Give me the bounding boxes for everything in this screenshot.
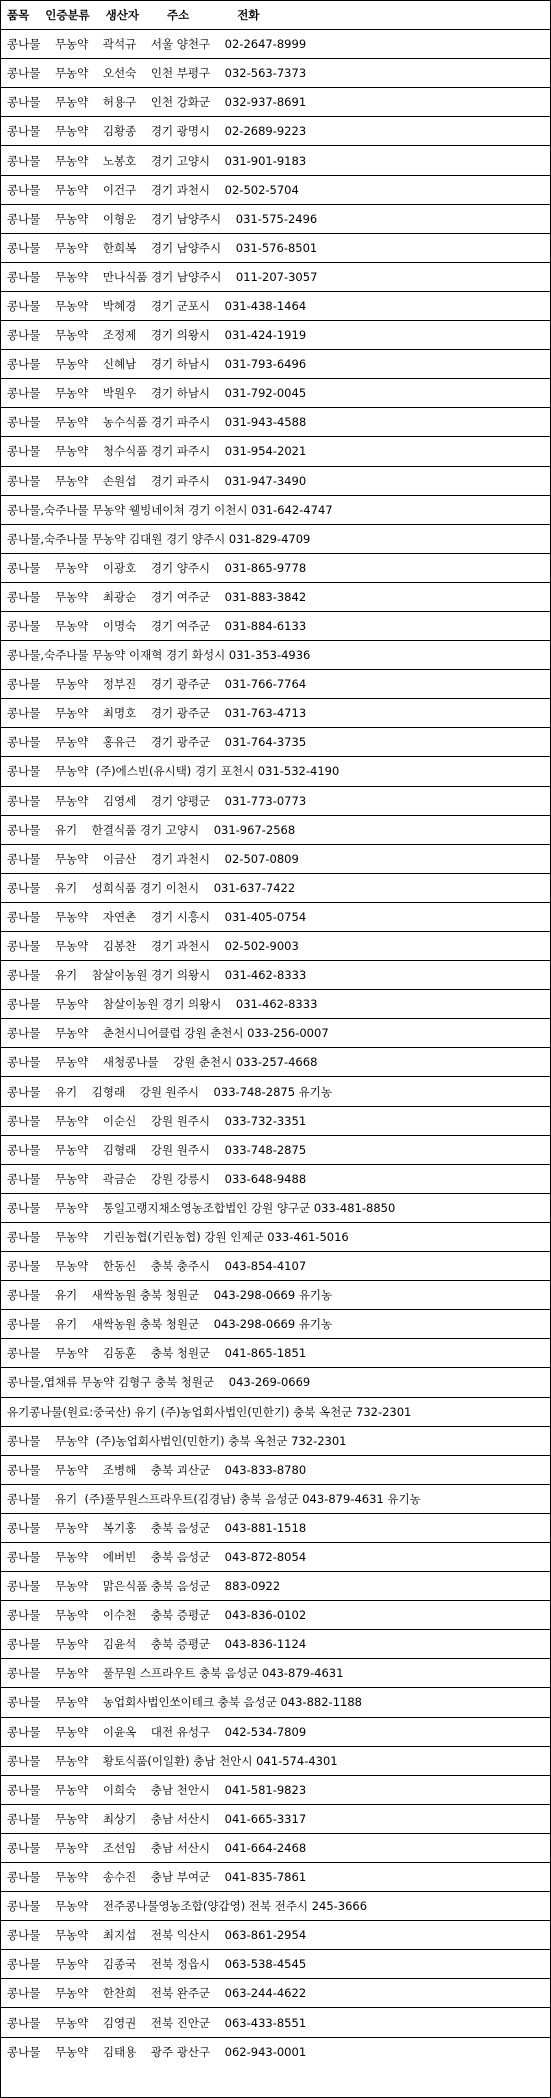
table-row: [1, 1136, 550, 1165]
table-row-text: 콩나물,숙주나물 무농약 김대원 경기 양주시 031-829-4709: [7, 531, 311, 546]
table-row: [1, 874, 550, 903]
table-row-text: 콩나물 무농약 김동훈 충북 청원군 041-865-1851: [7, 1346, 307, 1361]
table-row: [1, 670, 550, 699]
table-row: [1, 1630, 550, 1659]
table-row-text: 콩나물 무농약 최명호 경기 광주군 031-763-4713: [7, 706, 307, 721]
table-row: [1, 1979, 550, 2008]
table-row: [1, 350, 550, 379]
table-row: [1, 1834, 550, 1863]
table-row-text: 콩나물 무농약 이명숙 경기 여주군 031-884-6133: [7, 619, 307, 634]
table-row-text: 콩나물 무농약 만나식품 경기 남양주시 011-207-3057: [7, 269, 318, 284]
table-row: [1, 699, 550, 728]
table-row: [1, 525, 550, 554]
table-row: [1, 757, 550, 786]
table-row: [1, 990, 550, 1019]
table-row: [1, 1601, 550, 1630]
table-row: [1, 816, 550, 845]
table-row-text: 콩나물 무농약 맑은식품 충북 음성군 883-0922: [7, 1579, 281, 1594]
table-row-text: 콩나물 무농약 복기홍 충북 음성군 043-881-1518: [7, 1520, 307, 1535]
table-row: [1, 379, 550, 408]
table-row-text: 콩나물 무농약 신혜남 경기 하남시 031-793-6496: [7, 357, 307, 372]
table-row: [1, 1019, 550, 1048]
table-row: [1, 1456, 550, 1485]
table-row: [1, 263, 550, 292]
table-row-text: 콩나물 무농약 김황종 경기 광명시 02-2689-9223: [7, 124, 307, 139]
table-row: [1, 1659, 550, 1688]
table-row-text: 콩나물 무농약 정부진 경기 광주군 031-766-7764: [7, 677, 307, 692]
table-row-text: 콩나물 무농약 이금산 경기 과천시 02-507-0809: [7, 851, 299, 866]
table-row-text: 콩나물 무농약 김영세 경기 양평군 031-773-0773: [7, 793, 307, 808]
table-row: [1, 117, 550, 146]
table-row: [1, 1718, 550, 1747]
table-row: [1, 234, 550, 263]
table-row: [1, 496, 550, 525]
table-row: [1, 1921, 550, 1950]
table-row: [1, 1514, 550, 1543]
table-row-text: 콩나물 무농약 조정제 경기 의왕시 031-424-1919: [7, 328, 307, 343]
table-row-text: 콩나물 무농약 김영권 전북 진안군 063-433-8551: [7, 2015, 307, 2030]
table-row-text: 콩나물 무농약 이순신 강원 원주시 033-732-3351: [7, 1113, 307, 1128]
table-row: [1, 612, 550, 641]
table-row-text: 콩나물 무농약 에버빈 충북 음성군 043-872-8054: [7, 1550, 307, 1565]
table-row-text: 콩나물 무농약 새청콩나물 강원 춘천시 033-257-4668: [7, 1055, 318, 1070]
table-row: [1, 932, 550, 961]
table-row: [1, 176, 550, 205]
table-row-text: 콩나물 무농약 최광순 경기 여주군 031-883-3842: [7, 589, 307, 604]
table-row-text: 콩나물 무농약 오선숙 인천 부평구 032-563-7373: [7, 66, 307, 81]
table-row-text: 콩나물 무농약 곽금순 강원 강릉시 033-648-9488: [7, 1171, 307, 1186]
table-row: [1, 1165, 550, 1194]
table-row-text: 콩나물 무농약 김봉찬 경기 과천시 02-502-9003: [7, 939, 299, 954]
table-row: [1, 583, 550, 612]
table-row: [1, 146, 550, 175]
table-header-row: [1, 1, 550, 30]
table-row: [1, 30, 550, 59]
table-row: [1, 467, 550, 496]
table-row-text: 콩나물 무농약 이윤옥 대전 유성구 042-534-7809: [7, 1724, 307, 1739]
table-row: [1, 641, 550, 670]
table-row: [1, 1194, 550, 1223]
table-row: [1, 1281, 550, 1310]
table-row-text: 콩나물 무농약 이수천 충북 증평군 043-836-0102: [7, 1608, 307, 1623]
table-row-text: 콩나물 무농약 김태용 광주 광산구 062-943-0001: [7, 2045, 307, 2060]
table-row: [1, 292, 550, 321]
table-row-text: 콩나물 유기 (주)풀무원스프라우트(김경남) 충북 음성군 043-879-4631 유기농: [7, 1491, 421, 1506]
table-row-text: 콩나물 무농약 김형래 강원 원주시 033-748-2875: [7, 1142, 307, 1157]
table-row: [1, 1485, 550, 1514]
table-row-text: 콩나물 무농약 이형운 경기 남양주시 031-575-2496: [7, 211, 318, 226]
table-row-text: 콩나물 무농약 조병해 충북 괴산군 043-833-8780: [7, 1462, 307, 1477]
table-row-text: 콩나물 무농약 최상기 충남 서산시 041-665-3317: [7, 1811, 307, 1826]
table-row: [1, 1688, 550, 1717]
table-row-text: 콩나물 무농약 춘천시니어클럽 강원 춘천시 033-256-0007: [7, 1026, 329, 1041]
table-row: [1, 1077, 550, 1106]
table-row: [1, 408, 550, 437]
table-row-text: 콩나물 무농약 한희복 경기 남양주시 031-576-8501: [7, 240, 318, 255]
table-row: [1, 1107, 550, 1136]
table-row: [1, 728, 550, 757]
table-row: [1, 205, 550, 234]
table-row-text: 콩나물 무농약 통일고랭지채소영농조합법인 강원 양구군 033-481-8850: [7, 1200, 396, 1215]
table-row: [1, 1339, 550, 1368]
table-row-text: 콩나물 무농약 농수식품 경기 파주시 031-943-4588: [7, 415, 307, 430]
table-row: [1, 787, 550, 816]
table-row-text: 콩나물 무농약 김종국 전북 정읍시 063-538-4545: [7, 1957, 307, 1972]
table-row-text: 콩나물 무농약 농업회사법인쏘이테크 충북 음성군 043-882-1188: [7, 1695, 362, 1710]
table-row: [1, 2008, 550, 2037]
table-row-text: 콩나물 무농약 이건구 경기 과천시 02-502-5704: [7, 182, 299, 197]
table-row-text: 콩나물 무농약 조선임 충남 서산시 041-664-2468: [7, 1840, 307, 1855]
table-row-text: 콩나물 무농약 참살이농원 경기 의왕시 031-462-8333: [7, 997, 318, 1012]
table-row: [1, 845, 550, 874]
table-row: [1, 1368, 550, 1397]
table-row: [1, 903, 550, 932]
table-row: [1, 554, 550, 583]
table-row-text: 콩나물 무농약 손원섭 경기 파주시 031-947-3490: [7, 473, 307, 488]
table-row-text: 콩나물 무농약 기린농협(기린농협) 강원 인제군 033-461-5016: [7, 1229, 349, 1244]
table-row: [1, 1950, 550, 1979]
table-row: [1, 1223, 550, 1252]
table-row: [1, 1805, 550, 1834]
table-header-text: 품목 인증분류 생산자 주소 전화: [7, 8, 260, 23]
table-row: [1, 1048, 550, 1077]
table-row-text: 콩나물 무농약 한찬희 전북 완주군 063-244-4622: [7, 1986, 307, 2001]
table-row-text: 콩나물 무농약 청수식품 경기 파주시 031-954-2021: [7, 444, 307, 459]
table-row-text: 콩나물 무농약 박원우 경기 하남시 031-792-0045: [7, 386, 307, 401]
table-row-text: 콩나물 무농약 한동신 충북 충주시 043-854-4107: [7, 1259, 307, 1274]
table-row-text: 콩나물 무농약 풀무원 스프라우트 충북 음성군 043-879-4631: [7, 1666, 344, 1681]
table-row-text: 콩나물 무농약 노봉호 경기 고양시 031-901-9183: [7, 153, 307, 168]
table-row: [1, 437, 550, 466]
table-row-text: 콩나물 무농약 허용구 인천 강화군 032-937-8691: [7, 95, 307, 110]
table-row: [1, 321, 550, 350]
table-row: [1, 1310, 550, 1339]
table-row-text: 콩나물 무농약 최지섭 전북 익산시 063-861-2954: [7, 1928, 307, 1943]
table-row: [1, 1747, 550, 1776]
table-row-text: 콩나물,숙주나물 무농약 이재혁 경기 화성시 031-353-4936: [7, 648, 311, 663]
table-row-text: 콩나물 무농약 홍유근 경기 광주군 031-764-3735: [7, 735, 307, 750]
table-row-text: 콩나물 무농약 (주)농업회사법인(민한기) 충북 옥천군 732-2301: [7, 1433, 347, 1448]
table-row: [1, 59, 550, 88]
table-row-text: 콩나물 유기 김형래 강원 원주시 033-748-2875 유기농: [7, 1084, 333, 1099]
table-row-text: 유기콩나물(원료:중국산) 유기 (주)농업회사법인(민한기) 충북 옥천군 732-2301: [7, 1404, 412, 1419]
table-row-text: 콩나물 유기 참살이농원 경기 의왕시 031-462-8333: [7, 968, 307, 983]
table-row: [1, 1398, 550, 1427]
table-row: [1, 1427, 550, 1456]
table-row-text: 콩나물,엽채류 무농약 김형구 충북 청원군 043-269-0669: [7, 1375, 311, 1390]
table-row-text: 콩나물 무농약 박혜경 경기 군포시 031-438-1464: [7, 298, 307, 313]
table-row-text: 콩나물 무농약 곽석규 서울 양천구 02-2647-8999: [7, 37, 307, 52]
table-row: [1, 1572, 550, 1601]
table-row-text: 콩나물 유기 새싹농원 충북 청원군 043-298-0669 유기농: [7, 1288, 333, 1303]
table-row-text: 콩나물 무농약 (주)에스빈(유시택) 경기 포천시 031-532-4190: [7, 764, 340, 779]
table-row: [1, 88, 550, 117]
table-row-text: 콩나물 무농약 이희숙 충남 천안시 041-581-9823: [7, 1782, 307, 1797]
table-row: [1, 1776, 550, 1805]
table-row: [1, 1892, 550, 1921]
table-row-text: 콩나물 무농약 김윤석 충북 증평군 043-836-1124: [7, 1637, 307, 1652]
table-row: [1, 2038, 550, 2067]
table-row: [1, 1252, 550, 1281]
table-row: [1, 961, 550, 990]
table-row-text: 콩나물 유기 새싹농원 충북 청원군 043-298-0669 유기농: [7, 1317, 333, 1332]
table-row-text: 콩나물 유기 한결식품 경기 고양시 031-967-2568: [7, 822, 296, 837]
table-row: [1, 1863, 550, 1892]
table-row-text: 콩나물 무농약 자연촌 경기 시흥시 031-405-0754: [7, 909, 307, 924]
table-row-text: 콩나물 무농약 이광호 경기 양주시 031-865-9778: [7, 560, 307, 575]
table-row-text: 콩나물 무농약 송수진 충남 부여군 041-835-7861: [7, 1870, 307, 1885]
table-row-text: 콩나물 유기 성희식품 경기 이천시 031-637-7422: [7, 880, 296, 895]
table-row-text: 콩나물,숙주나물 무농약 웰빙네이쳐 경기 이천시 031-642-4747: [7, 502, 333, 517]
table-row-text: 콩나물 무농약 전주콩나물영농조합(양갑영) 전북 전주시 245-3666: [7, 1899, 368, 1914]
table-row-text: 콩나물 무농약 황토식품(이일환) 충남 천안시 041-574-4301: [7, 1753, 338, 1768]
table-row: [1, 1543, 550, 1572]
